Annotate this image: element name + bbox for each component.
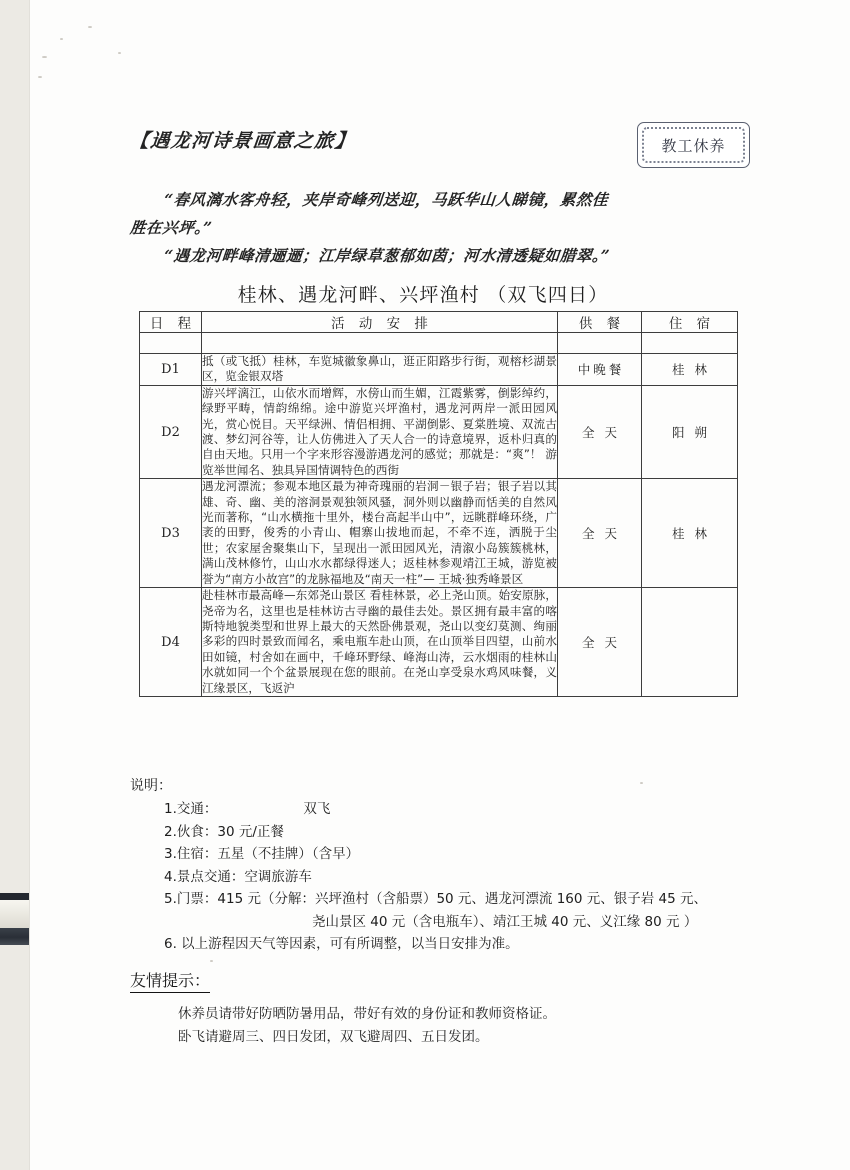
table-spacer-row	[140, 333, 738, 354]
cell-meals: 全 天	[558, 479, 642, 588]
tip-line-2: 卧飞请避周三、四日发团，双飞避周四、五日发团。	[178, 1029, 489, 1045]
scan-artifact-dark-band-bottom	[0, 928, 29, 945]
tip-line-1: 休养员请带好防晒防暑用品，带好有效的身份证和教师资格证。	[178, 1006, 556, 1022]
cell-meals: 中晚餐	[558, 354, 642, 386]
column-header-lodging: 住 宿	[642, 312, 738, 333]
itinerary-table	[139, 311, 738, 697]
document-header	[130, 122, 750, 174]
spacer-cell-lodging	[642, 333, 738, 354]
note-number: 1.	[164, 801, 177, 817]
note-label: 伙食：30 元/正餐	[176, 823, 284, 840]
cell-day: D3	[140, 479, 202, 588]
note-label: 景点交通：空调旅游车	[176, 868, 312, 885]
spacer-cell-day	[140, 333, 202, 354]
itinerary-table-wrapper	[139, 311, 737, 697]
cell-activity: 赴桂林市最高峰—东郊尧山景区 看桂林景，必上尧山顶。始安原脉，尧帝为名，这里也是桂林访古寻幽的最佳去处。景区拥有最丰富的喀斯特地貌类型和世界上最大的天然卧佛景观，尧山以变幻莫测、绚丽多彩的四时景致而闻名，乘电瓶车赴山顶，在山顶举目四望，山前水田如镜，村舍如在画中，千峰环野绿、峰海山涛，云水烟雨的桂林山水就如同一个个盆景展现在您的眼前。在尧山享受泉水鸡风味餐，义江缘景区，飞返沪	[202, 588, 557, 695]
department-stamp	[637, 122, 750, 168]
note-value: 双飞	[303, 801, 331, 817]
scan-left-margin	[0, 0, 30, 1170]
spacer-cell-meals	[558, 333, 642, 354]
itinerary-title: 桂林、遇龙河畔、兴坪渔村 （双飞四日）	[237, 284, 609, 306]
note-label: 住宿：五星（不挂牌）（含早）	[176, 846, 360, 862]
note-item-site-transport	[130, 866, 750, 889]
cell-activity: 抵（或飞抵）桂林，车览城徽象鼻山，逛正阳路步行街，观榕杉湖景区，览金银双塔	[202, 354, 557, 384]
scan-artifact-gradient	[0, 900, 29, 928]
column-header-meals: 供 餐	[558, 312, 642, 333]
tips-heading: 友情提示：	[130, 968, 210, 993]
tips-section	[130, 968, 750, 1049]
note-item-tickets-continued: 尧山景区 40 元（含电瓶车）、靖江王城 40 元、义江缘 80 元 ）	[312, 913, 698, 930]
cell-day: D1	[140, 354, 202, 386]
cell-day: D4	[140, 588, 202, 697]
note-item-transport	[130, 798, 750, 821]
note-item-disclaimer: 6. 以上游程因天气等因素，可有所调整，以当日安排为准。	[164, 936, 519, 952]
spacer-cell-activity	[202, 333, 558, 354]
cell-activity: 游兴坪漓江，山依水而增辉，水傍山而生媚，江霞紫雾，倒影绰约，绿野平畴，情韵绵绵。途中游览兴坪渔村，遇龙河两岸一派田园风光，赏心悦目。天平绿洲、情侣相拥、平湖倒影、夏棠胜境、双流古渡、梦幻河谷等，让人仿佛进入了天人合一的诗意境界，返朴归真的自由天地。只用一个字来形容漫游遇龙河的感觉；那就是：“爽”！ 游览举世闻名、独具异国情调特色的西街	[202, 385, 557, 477]
column-header-activity: 活 动 安 排	[202, 312, 558, 333]
poem-line-2: 胜在兴坪。”	[129, 218, 214, 237]
poem-line-1: “春风漓水客舟轻，夹岸奇峰列送迎，马跃华山人睇镜，累然佳	[163, 190, 610, 209]
scan-artifact-dark-band-top	[0, 893, 29, 900]
stamp-label: 教工休养	[661, 136, 726, 155]
cell-lodging	[642, 588, 738, 697]
table-row	[140, 588, 738, 697]
note-label: 交通：	[176, 801, 218, 817]
poem-block	[130, 186, 750, 270]
note-number: 2.	[164, 823, 177, 840]
notes-section	[130, 775, 750, 956]
table-row	[140, 385, 738, 478]
note-number: 5.	[164, 891, 177, 907]
cell-lodging: 桂 林	[642, 354, 738, 386]
column-header-day: 日 程	[140, 312, 202, 333]
notes-heading: 说明：	[130, 778, 172, 794]
note-number: 4.	[164, 868, 177, 885]
table-row	[140, 479, 738, 588]
cell-activity: 遇龙河漂流；参观本地区最为神奇瑰丽的岩洞－银子岩；银子岩以其雄、奇、幽、美的溶洞景观独领风骚，洞外则以幽静而恬美的自然风光而著称，“山水横拖十里外，楼台高起半山中”，远眺群峰环绕，广袤的田野，俊秀的小青山、帽寨山拔地而起，不牵不连，洒脱于尘世；农家屋舍聚集山下，呈现出一派田园风光，清溆小岛簇簇桃林，满山茂林修竹，山山水水都绿得迷人；返桂林参观靖江王城，游览被誉为“南方小故宫”的龙脉福地及“南天一柱”— 王城·独秀峰景区	[202, 479, 557, 586]
table-header-row	[140, 312, 738, 333]
note-item-tickets	[130, 888, 750, 911]
cell-meals: 全 天	[558, 385, 642, 478]
note-item-lodging	[130, 843, 750, 866]
document-sheet	[29, 0, 850, 1170]
cell-lodging: 桂 林	[642, 479, 738, 588]
table-row	[140, 354, 738, 386]
cell-day: D2	[140, 385, 202, 478]
cell-meals: 全 天	[558, 588, 642, 697]
cell-lodging: 阳 朔	[642, 385, 738, 478]
poem-line-3: “遇龙河畔峰清逦逦；江岸绿草葱郁如茵；河水清透疑如腊翠。”	[163, 246, 611, 265]
page-title: 【遇龙河诗景画意之旅】	[128, 130, 357, 152]
note-item-meals	[130, 821, 750, 844]
note-label: 门票：415 元（分解：兴坪渔村（含船票）50 元、遇龙河漂流 160 元、银子岩 45 元、	[176, 891, 708, 907]
note-number: 3.	[164, 846, 177, 862]
